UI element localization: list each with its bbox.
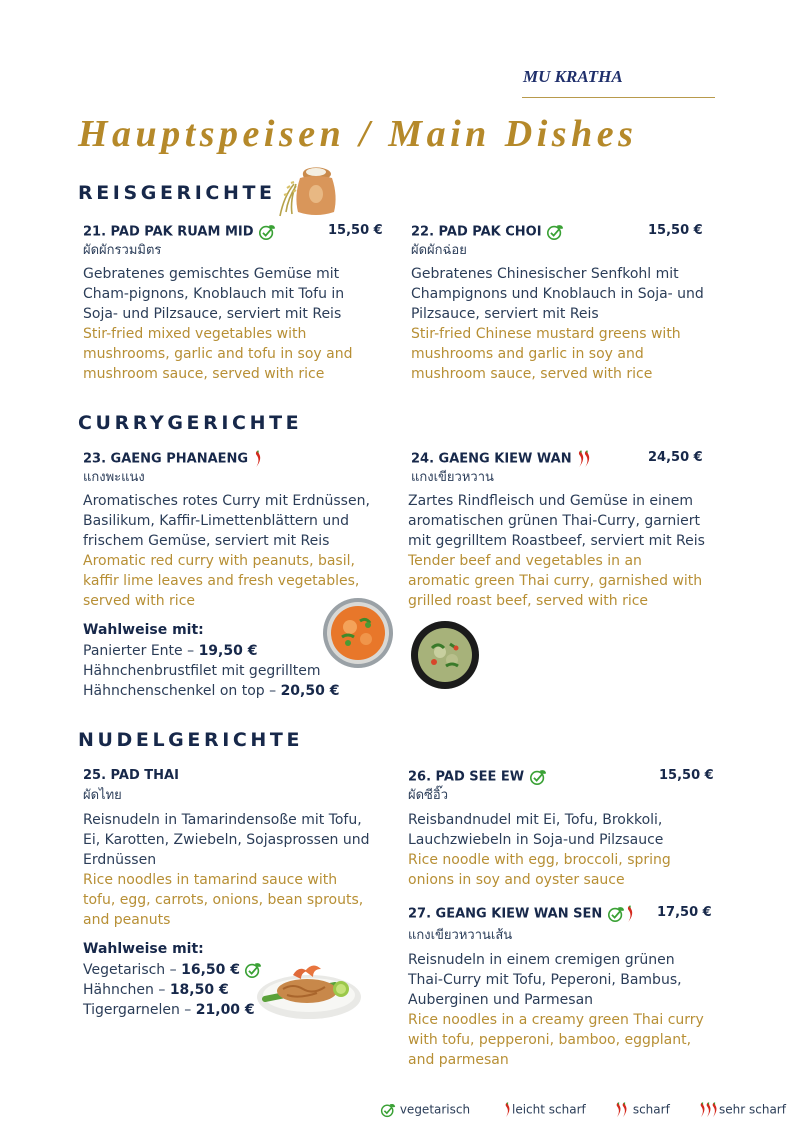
dish-21-description-de: Gebratenes gemischtes Gemüse mit Cham-pignons, Knoblauch mit Tofu in Soja- und Pilzsauce, serviert mit Reis xyxy=(83,266,345,322)
dish-23-description-de: Aromatisches rotes Curry mit Erdnüssen, Basilikum, Kaffir-Limettenblättern und frischem Gemüse, serviert mit Reis xyxy=(83,493,370,549)
legend-very-hot: sehr scharf xyxy=(698,1102,786,1118)
dish-23-thai: แกงพะแนง xyxy=(83,470,145,485)
legend-vegetarian: vegetarisch xyxy=(380,1102,470,1118)
dish-22-price: 15,50 € xyxy=(648,223,703,238)
section-title-nudel: NUDELGERICHTE xyxy=(78,729,304,751)
brand-underline xyxy=(522,97,715,98)
legend-mild: leicht scharf xyxy=(503,1102,586,1118)
red-curry-bowl-icon xyxy=(322,597,394,669)
dish-25-thai: ผัดไทย xyxy=(83,788,122,803)
dish-27-name: 27. GEANG KIEW WAN SEN xyxy=(408,905,635,923)
chili-icon xyxy=(710,1102,719,1118)
green-curry-bowl-icon xyxy=(410,620,480,690)
dish-21-thai: ผัดผักรวมมิตร xyxy=(83,243,162,258)
dish-21-name: 21. PAD PAK RUAM MID xyxy=(83,223,276,241)
brand-name: MU KRATHA xyxy=(523,67,623,86)
dish-24-description-en: Tender beef and vegetables in an aromatic green Thai curry, garnished with grilled roast beef, served with rice xyxy=(408,553,703,609)
dish-24-price: 24,50 € xyxy=(648,450,703,465)
dish-22-name: 22. PAD PAK CHOI xyxy=(411,223,564,241)
chili-icon xyxy=(503,1102,512,1118)
dish-24-thai: แกงเขียวหวาน xyxy=(411,470,494,485)
page-title: Hauptspeisen / Main Dishes xyxy=(78,113,638,155)
dish-26-price: 15,50 € xyxy=(659,768,714,783)
dish-24-description-de: Zartes Rindfleisch und Gemüse in einem aromatischen grünen Thai-Curry, garniert mit gegrilltem Roastbeef, serviert mit Reis xyxy=(408,493,705,549)
dish-22-description-en: Stir-fried Chinese mustard greens with mushrooms and garlic in soy and mushroom sauce, served with rice xyxy=(411,326,681,382)
dish-25-option: Hähnchen – 18,50 € xyxy=(83,982,229,998)
dish-27-thai: แกงเขียวหวานเส้น xyxy=(408,928,513,943)
dish-23-option: Hähnchenschenkel on top – 20,50 € xyxy=(83,683,340,699)
section-title-curry: CURRYGERICHTE xyxy=(78,412,303,434)
chili-icon xyxy=(625,905,635,923)
legend-hot: scharf xyxy=(614,1102,670,1118)
dish-25-description-de: Reisnudeln in Tamarindensoße mit Tofu, Ei, Karotten, Zwiebeln, Sojasprossen und Erdnüssen xyxy=(83,812,370,868)
vegetarian-icon xyxy=(529,768,547,786)
dish-27-price: 17,50 € xyxy=(657,905,712,920)
pad-thai-plate-icon xyxy=(255,955,365,1021)
chili-icon xyxy=(582,450,592,468)
dish-27-description-de: Reisnudeln in einem cremigen grünen Thai-Curry mit Tofu, Peperoni, Bambus, Auberginen und Parmesan xyxy=(408,952,682,1008)
rice-sack-icon xyxy=(276,164,338,220)
dish-23-option: Hähnchenbrustfilet mit gegrilltem xyxy=(83,663,321,679)
chili-icon xyxy=(620,1102,629,1118)
vegetarian-icon xyxy=(546,223,564,241)
vegetarian-icon xyxy=(607,905,625,923)
dish-23-name: 23. GAENG PHANAENG xyxy=(83,450,263,468)
section-title-reis: REISGERICHTE xyxy=(78,182,276,204)
dish-25-options-label: Wahlweise mit: xyxy=(83,941,204,957)
dish-23-option: Panierter Ente – 19,50 € xyxy=(83,643,258,659)
dish-25-option: Tigergarnelen – 21,00 € xyxy=(83,1002,255,1018)
dish-26-name: 26. PAD SEE EW xyxy=(408,768,547,786)
dish-25-description-en: Rice noodles in tamarind sauce with tofu, egg, carrots, onions, bean sprouts, and peanuts xyxy=(83,872,364,928)
dish-25-name: 25. PAD THAI xyxy=(83,768,179,783)
dish-22-description-de: Gebratenes Chinesischer Senfkohl mit Champignons und Knoblauch in Soja- und Pilzsauce, serviert mit Reis xyxy=(411,266,704,322)
dish-24-name: 24. GAENG KIEW WAN xyxy=(411,450,592,468)
dish-25-option: Vegetarisch – 16,50 € xyxy=(83,960,262,980)
dish-26-description-en: Rice noodle with egg, broccoli, spring onions in soy and oyster sauce xyxy=(408,852,671,888)
chili-icon xyxy=(253,450,263,468)
dish-22-thai: ผัดผักฉ่อย xyxy=(411,243,467,258)
dish-21-description-en: Stir-fried mixed vegetables with mushrooms, garlic and tofu in soy and mushroom sauce, served with rice xyxy=(83,326,353,382)
dish-27-description-en: Rice noodles in a creamy green Thai curry with tofu, pepperoni, bamboo, eggplant, and parmesan xyxy=(408,1012,704,1068)
dish-26-thai: ผัดซีอิ๊ว xyxy=(408,788,448,803)
dish-26-description-de: Reisbandnudel mit Ei, Tofu, Brokkoli, Lauchzwiebeln in Soja-und Pilzsauce xyxy=(408,812,664,848)
vegetarian-icon xyxy=(380,1102,396,1118)
dish-21-price: 15,50 € xyxy=(328,223,383,238)
dish-23-options-label: Wahlweise mit: xyxy=(83,622,204,638)
dish-23-description-en: Aromatic red curry with peanuts, basil, kaffir lime leaves and fresh vegetables, served with rice xyxy=(83,553,360,609)
vegetarian-icon xyxy=(258,223,276,241)
